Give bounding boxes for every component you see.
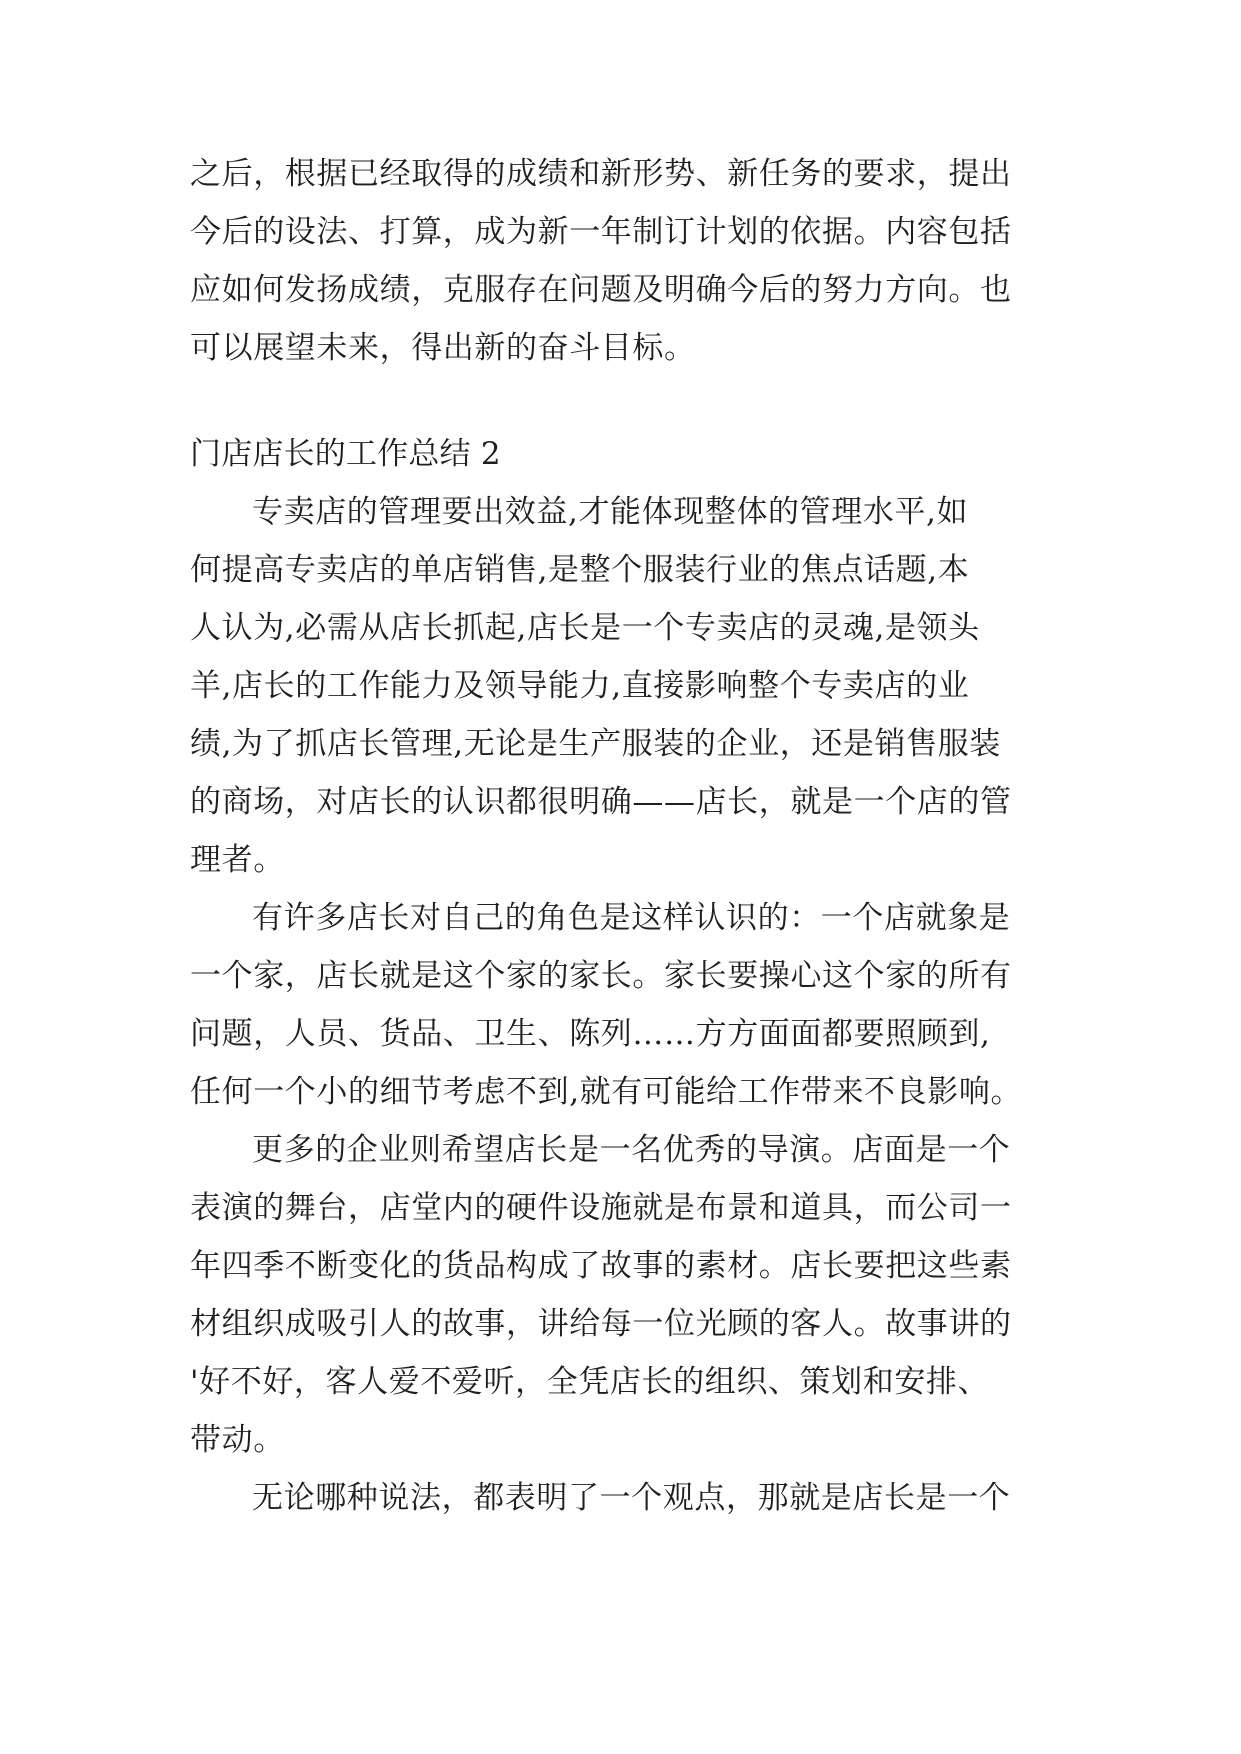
text-line: 应如何发扬成绩，克服存在问题及明确今后的努力方向。也 [190, 272, 1012, 308]
text-line: 任何一个小的细节考虑不到,就有可能给工作带来不良影响。 [190, 1074, 1023, 1110]
text-line: 年四季不断变化的货品构成了故事的素材。店长要把这些素 [190, 1248, 1012, 1284]
document-content [190, 154, 1060, 1536]
text-line: 专卖店的管理要出效益,才能体现整体的管理水平,如 [252, 494, 969, 530]
text-line: '好不好，客人爱不爱听，全凭店长的组织、策划和安排、 [190, 1364, 990, 1400]
text-line: 羊,店长的工作能力及领导能力,直接影响整个专卖店的业 [190, 668, 970, 704]
text-line: 问题，人员、货品、卫生、陈列……方方面面都要照顾到, [190, 1016, 991, 1052]
text-line: 有许多店长对自己的角色是这样认识的：一个店就象是 [252, 900, 1011, 936]
paragraph-spacer [190, 386, 1060, 434]
text-line: 一个家，店长就是这个家的家长。家长要操心这个家的所有 [190, 958, 1012, 994]
text-line: 今后的设法、打算，成为新一年制订计划的依据。内容包括 [190, 214, 1012, 250]
section-heading: 门店店长的工作总结 2 [190, 436, 501, 472]
text-line: 无论哪种说法，都表明了一个观点，那就是店长是一个 [252, 1480, 1011, 1516]
text-line: 更多的企业则希望店长是一名优秀的导演。店面是一个 [252, 1132, 1011, 1168]
text-line: 之后，根据已经取得的成绩和新形势、新任务的要求，提出 [190, 156, 1012, 192]
text-line: 的商场，对店长的认识都很明确——店长，就是一个店的管 [190, 784, 1012, 820]
text-line: 材组织成吸引人的故事，讲给每一位光顾的客人。故事讲的 [190, 1306, 1012, 1342]
text-line: 人认为,必需从店长抓起,店长是一个专卖店的灵魂,是领头 [190, 610, 980, 646]
text-line: 理者。 [190, 842, 285, 878]
text-line: 绩,为了抓店长管理,无论是生产服装的企业，还是销售服装 [190, 726, 1001, 762]
text-line: 表演的舞台，店堂内的硬件设施就是布景和道具，而公司一 [190, 1190, 1012, 1226]
text-line: 带动。 [190, 1422, 285, 1458]
text-line: 何提高专卖店的单店销售,是整个服装行业的焦点话题,本 [190, 552, 970, 588]
text-line: 可以展望未来，得出新的奋斗目标。 [190, 330, 696, 366]
